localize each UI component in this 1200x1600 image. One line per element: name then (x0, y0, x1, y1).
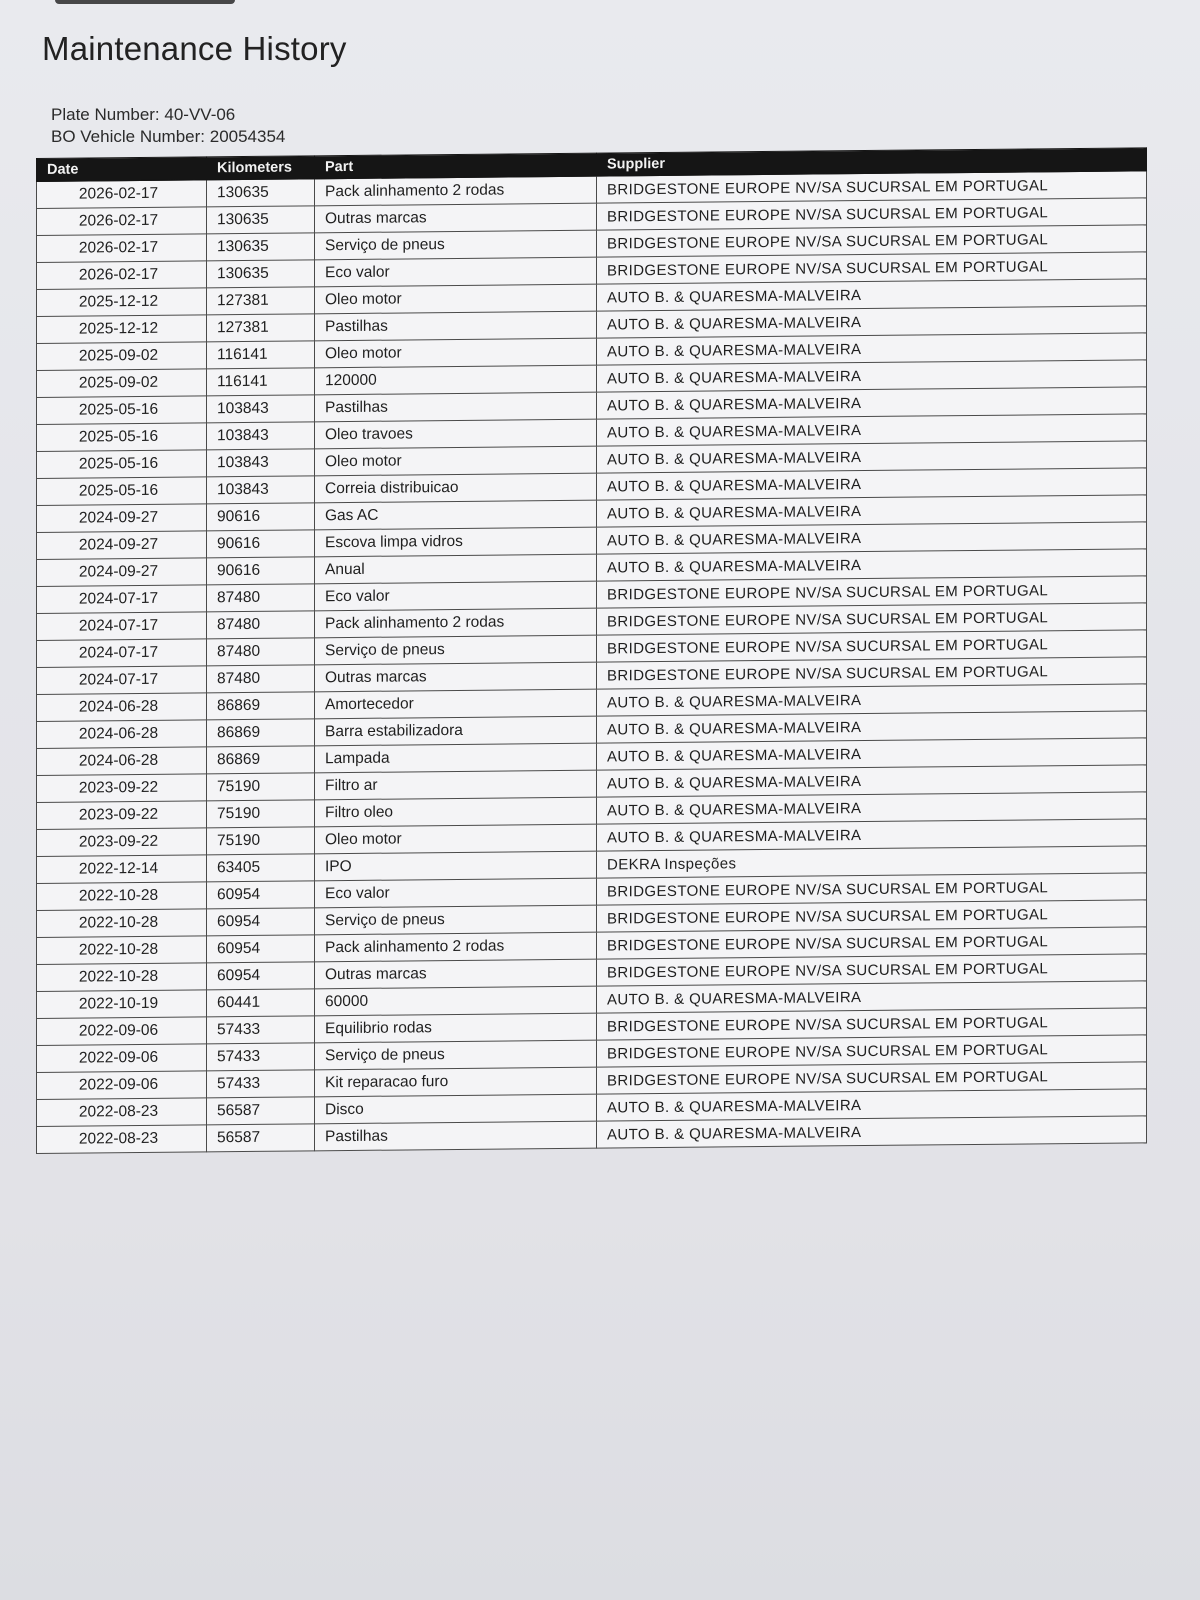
cell-date: 2025-12-12 (37, 315, 207, 344)
cell-date: 2026-02-17 (37, 261, 207, 290)
cell-kilometers: 103843 (207, 395, 315, 423)
column-header-supplier: Supplier (597, 148, 1147, 176)
cell-supplier: BRIDGESTONE EUROPE NV/SA SUCURSAL EM PORTUGAL (597, 657, 1147, 689)
cell-supplier: AUTO B. & QUARESMA-MALVEIRA (597, 522, 1147, 554)
cell-supplier: AUTO B. & QUARESMA-MALVEIRA (597, 360, 1147, 392)
cell-date: 2024-06-28 (37, 720, 207, 749)
cell-date: 2024-09-27 (37, 531, 207, 560)
cell-kilometers: 116141 (207, 341, 315, 369)
cell-date: 2022-08-23 (37, 1125, 207, 1154)
cell-part: Eco valor (315, 878, 597, 908)
cell-part: Filtro ar (315, 770, 597, 800)
cell-kilometers: 130635 (207, 179, 315, 207)
cell-kilometers: 87480 (207, 638, 315, 666)
table-body (37, 171, 1147, 1154)
cell-part: Outras marcas (315, 959, 597, 989)
cell-kilometers: 127381 (207, 287, 315, 315)
column-header-part: Part (315, 153, 597, 179)
vehicle-info (51, 104, 285, 148)
cell-part: Pastilhas (315, 311, 597, 341)
cell-kilometers: 103843 (207, 476, 315, 504)
cell-part: Oleo motor (315, 338, 597, 368)
cell-supplier: AUTO B. & QUARESMA-MALVEIRA (597, 306, 1147, 338)
cell-part: Filtro oleo (315, 797, 597, 827)
cell-supplier: AUTO B. & QUARESMA-MALVEIRA (597, 765, 1147, 797)
cell-date: 2024-09-27 (37, 558, 207, 587)
cell-supplier: BRIDGESTONE EUROPE NV/SA SUCURSAL EM PORTUGAL (597, 198, 1147, 230)
cell-part: Serviço de pneus (315, 635, 597, 665)
cell-kilometers: 57433 (207, 1016, 315, 1044)
cell-supplier: AUTO B. & QUARESMA-MALVEIRA (597, 981, 1147, 1013)
cell-supplier: BRIDGESTONE EUROPE NV/SA SUCURSAL EM PORTUGAL (597, 603, 1147, 635)
cell-part: Pack alinhamento 2 rodas (315, 932, 597, 962)
cell-part: Escova limpa vidros (315, 527, 597, 557)
cell-kilometers: 87480 (207, 584, 315, 612)
cell-part: 60000 (315, 986, 597, 1016)
cell-supplier: BRIDGESTONE EUROPE NV/SA SUCURSAL EM PORTUGAL (597, 1062, 1147, 1094)
cell-supplier: BRIDGESTONE EUROPE NV/SA SUCURSAL EM PORTUGAL (597, 873, 1147, 905)
cell-supplier: BRIDGESTONE EUROPE NV/SA SUCURSAL EM PORTUGAL (597, 576, 1147, 608)
cell-date: 2025-05-16 (37, 423, 207, 452)
cell-supplier: BRIDGESTONE EUROPE NV/SA SUCURSAL EM PORTUGAL (597, 1035, 1147, 1067)
cell-date: 2025-05-16 (37, 477, 207, 506)
cell-kilometers: 103843 (207, 449, 315, 477)
cell-kilometers: 86869 (207, 746, 315, 774)
plate-number: Plate Number: 40-VV-06 (51, 105, 236, 124)
cell-supplier: DEKRA Inspeções (597, 846, 1147, 878)
cell-date: 2024-07-17 (37, 585, 207, 614)
cell-part: Outras marcas (315, 203, 597, 233)
cell-date: 2026-02-17 (37, 180, 207, 209)
cell-part: Barra estabilizadora (315, 716, 597, 746)
cell-kilometers: 75190 (207, 827, 315, 855)
maintenance-table-container (36, 147, 1146, 1154)
cell-date: 2025-09-02 (37, 342, 207, 371)
cell-kilometers: 90616 (207, 503, 315, 531)
cell-supplier: BRIDGESTONE EUROPE NV/SA SUCURSAL EM PORTUGAL (597, 630, 1147, 662)
cell-supplier: BRIDGESTONE EUROPE NV/SA SUCURSAL EM PORTUGAL (597, 252, 1147, 284)
cell-kilometers: 86869 (207, 692, 315, 720)
cell-part: Amortecedor (315, 689, 597, 719)
cell-part: Outras marcas (315, 662, 597, 692)
cell-kilometers: 75190 (207, 800, 315, 828)
cell-kilometers: 56587 (207, 1124, 315, 1152)
cell-date: 2025-09-02 (37, 369, 207, 398)
cell-part: Oleo motor (315, 824, 597, 854)
cell-date: 2025-05-16 (37, 396, 207, 425)
cell-date: 2026-02-17 (37, 207, 207, 236)
cell-date: 2023-09-22 (37, 801, 207, 830)
cell-kilometers: 60954 (207, 908, 315, 936)
cell-kilometers: 57433 (207, 1070, 315, 1098)
cell-supplier: AUTO B. & QUARESMA-MALVEIRA (597, 468, 1147, 500)
cell-date: 2022-10-28 (37, 963, 207, 992)
cell-kilometers: 87480 (207, 665, 315, 693)
cell-part: Anual (315, 554, 597, 584)
cell-part: Eco valor (315, 581, 597, 611)
cell-supplier: AUTO B. & QUARESMA-MALVEIRA (597, 684, 1147, 716)
cell-part: Pastilhas (315, 1121, 597, 1151)
cell-date: 2022-10-28 (37, 882, 207, 911)
cell-kilometers: 60954 (207, 962, 315, 990)
cell-part: Correia distribuicao (315, 473, 597, 503)
cell-kilometers: 90616 (207, 530, 315, 558)
cell-date: 2024-07-17 (37, 639, 207, 668)
cell-part: Lampada (315, 743, 597, 773)
cell-kilometers: 116141 (207, 368, 315, 396)
cell-part: Pastilhas (315, 392, 597, 422)
maintenance-table (36, 147, 1147, 1154)
cell-date: 2022-09-06 (37, 1017, 207, 1046)
cell-kilometers: 60954 (207, 935, 315, 963)
cell-supplier: BRIDGESTONE EUROPE NV/SA SUCURSAL EM PORTUGAL (597, 927, 1147, 959)
cell-date: 2022-09-06 (37, 1071, 207, 1100)
cell-supplier: AUTO B. & QUARESMA-MALVEIRA (597, 495, 1147, 527)
cell-supplier: AUTO B. & QUARESMA-MALVEIRA (597, 792, 1147, 824)
cell-date: 2022-10-28 (37, 909, 207, 938)
cell-kilometers: 60954 (207, 881, 315, 909)
cell-date: 2025-05-16 (37, 450, 207, 479)
cell-supplier: BRIDGESTONE EUROPE NV/SA SUCURSAL EM PORTUGAL (597, 171, 1147, 203)
cell-part: Serviço de pneus (315, 230, 597, 260)
cell-supplier: AUTO B. & QUARESMA-MALVEIRA (597, 279, 1147, 311)
cell-date: 2022-10-19 (37, 990, 207, 1019)
header-logo-fragment (55, 0, 235, 4)
cell-kilometers: 127381 (207, 314, 315, 342)
bo-vehicle-number: BO Vehicle Number: 20054354 (51, 127, 286, 146)
cell-date: 2023-09-22 (37, 774, 207, 803)
cell-supplier: AUTO B. & QUARESMA-MALVEIRA (597, 414, 1147, 446)
cell-part: 120000 (315, 365, 597, 395)
cell-supplier: AUTO B. & QUARESMA-MALVEIRA (597, 387, 1147, 419)
cell-kilometers: 103843 (207, 422, 315, 450)
cell-kilometers: 130635 (207, 260, 315, 288)
cell-kilometers: 130635 (207, 206, 315, 234)
cell-date: 2024-06-28 (37, 693, 207, 722)
cell-date: 2024-07-17 (37, 612, 207, 641)
cell-date: 2023-09-22 (37, 828, 207, 857)
cell-supplier: AUTO B. & QUARESMA-MALVEIRA (597, 333, 1147, 365)
cell-supplier: BRIDGESTONE EUROPE NV/SA SUCURSAL EM PORTUGAL (597, 900, 1147, 932)
cell-supplier: AUTO B. & QUARESMA-MALVEIRA (597, 1089, 1147, 1121)
cell-part: Gas AC (315, 500, 597, 530)
cell-supplier: AUTO B. & QUARESMA-MALVEIRA (597, 819, 1147, 851)
cell-part: Equilibrio rodas (315, 1013, 597, 1043)
cell-date: 2024-06-28 (37, 747, 207, 776)
cell-kilometers: 75190 (207, 773, 315, 801)
cell-supplier: BRIDGESTONE EUROPE NV/SA SUCURSAL EM PORTUGAL (597, 225, 1147, 257)
cell-supplier: AUTO B. & QUARESMA-MALVEIRA (597, 549, 1147, 581)
cell-supplier: BRIDGESTONE EUROPE NV/SA SUCURSAL EM PORTUGAL (597, 1008, 1147, 1040)
cell-part: Eco valor (315, 257, 597, 287)
column-header-kilometers: Kilometers (207, 156, 315, 180)
cell-date: 2022-09-06 (37, 1044, 207, 1073)
cell-part: Serviço de pneus (315, 1040, 597, 1070)
cell-date: 2025-12-12 (37, 288, 207, 317)
cell-supplier: AUTO B. & QUARESMA-MALVEIRA (597, 441, 1147, 473)
cell-part: Pack alinhamento 2 rodas (315, 176, 597, 206)
cell-kilometers: 87480 (207, 611, 315, 639)
cell-kilometers: 130635 (207, 233, 315, 261)
cell-supplier: AUTO B. & QUARESMA-MALVEIRA (597, 711, 1147, 743)
cell-date: 2022-12-14 (37, 855, 207, 884)
cell-kilometers: 86869 (207, 719, 315, 747)
cell-kilometers: 56587 (207, 1097, 315, 1125)
column-header-date: Date (37, 157, 207, 182)
cell-part: Kit reparacao furo (315, 1067, 597, 1097)
cell-kilometers: 60441 (207, 989, 315, 1017)
cell-date: 2024-07-17 (37, 666, 207, 695)
cell-supplier: BRIDGESTONE EUROPE NV/SA SUCURSAL EM PORTUGAL (597, 954, 1147, 986)
cell-supplier: AUTO B. & QUARESMA-MALVEIRA (597, 1116, 1147, 1148)
page-title: Maintenance History (42, 30, 347, 67)
cell-part: Disco (315, 1094, 597, 1124)
cell-part: Oleo motor (315, 284, 597, 314)
cell-kilometers: 63405 (207, 854, 315, 882)
cell-date: 2022-10-28 (37, 936, 207, 965)
cell-kilometers: 57433 (207, 1043, 315, 1071)
cell-part: Pack alinhamento 2 rodas (315, 608, 597, 638)
cell-date: 2026-02-17 (37, 234, 207, 263)
cell-kilometers: 90616 (207, 557, 315, 585)
cell-part: Oleo motor (315, 446, 597, 476)
cell-part: Serviço de pneus (315, 905, 597, 935)
cell-date: 2022-08-23 (37, 1098, 207, 1127)
cell-date: 2024-09-27 (37, 504, 207, 533)
cell-part: IPO (315, 851, 597, 881)
cell-part: Oleo travoes (315, 419, 597, 449)
cell-supplier: AUTO B. & QUARESMA-MALVEIRA (597, 738, 1147, 770)
